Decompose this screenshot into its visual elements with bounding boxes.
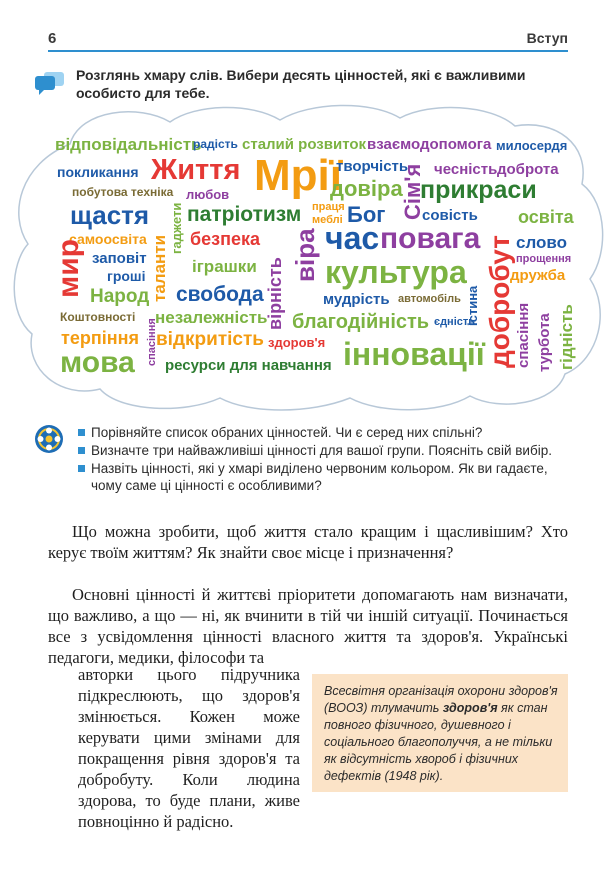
word: час (325, 220, 380, 256)
word: благодійність (292, 311, 430, 333)
word: доброта (497, 161, 559, 178)
word: єдність (434, 316, 476, 328)
word: щастя (70, 200, 150, 230)
word: Народ (90, 286, 150, 307)
word: безпека (190, 229, 260, 249)
word: чесність (434, 161, 498, 178)
note-text-before: Всесвітня організація охорони здоров'я (ВООЗ) тлумачить (324, 684, 558, 715)
word: мудрість (323, 291, 390, 308)
word: прикраси (420, 176, 537, 204)
word: спасіння (515, 302, 532, 368)
word: прощення (516, 253, 572, 265)
word: побутова техніка (72, 185, 174, 199)
word: творчість (336, 158, 409, 175)
word: меблі (312, 214, 343, 226)
word: мир (52, 239, 85, 298)
word: ресурси для навчання (165, 357, 332, 374)
word: праця (312, 201, 345, 213)
word: спасіння (146, 318, 158, 366)
word: віра (290, 228, 320, 282)
word: взаємодопомога (367, 136, 492, 153)
who-definition-note (312, 674, 568, 792)
word: інновації (343, 336, 485, 372)
chat-bubbles-icon (34, 70, 66, 96)
word: свобода (176, 283, 264, 306)
word: відповідальність (55, 135, 202, 154)
word: Мрії (254, 151, 343, 200)
question-item: Визначте три найважливіші цінності для вашої групи. Поясніть свій вибір. (76, 442, 572, 459)
word: автомобіль (398, 293, 461, 305)
word-cloud (10, 104, 610, 414)
word: іграшки (192, 257, 257, 276)
word: милосердя (496, 138, 568, 153)
word: сталий розвиток (242, 136, 367, 153)
word: патріотизм (187, 203, 302, 226)
word: турбота (536, 313, 553, 372)
question-item: Порівняйте список обраних цінностей. Чи є серед них спільні? (76, 424, 572, 441)
word: гідність (557, 304, 576, 370)
group-discussion-icon (34, 424, 64, 454)
section-title: Вступ (526, 30, 568, 46)
word: освіта (518, 207, 574, 227)
word: Бог (347, 202, 386, 227)
word: любов (186, 187, 230, 202)
page-number: 6 (48, 30, 57, 47)
word: здоров'я (268, 335, 326, 350)
word: Коштовності (60, 310, 136, 324)
paragraph: авторки цього підручника підкреслюють, що здоров'я змінюється. Кожен може керувати цими змінами для покращення рівня здоров'я та добробуту. Коли людина здорова, то буде плани, живе повноцінно й радісно. (78, 665, 300, 831)
word: радість (193, 137, 238, 151)
word: слово (516, 233, 568, 252)
word: довіра (330, 176, 403, 201)
task-instruction: Розглянь хмару слів. Вибери десять цінностей, які є важливими особисто для тебе. (76, 67, 526, 101)
header-divider (48, 50, 568, 52)
note-text-after: як стан повного фізичного, душевного і соціального благополуччя, а не тільки як відсутність хвороб і фізичних дефектів (1948 рік). (324, 701, 553, 783)
word: совість (422, 207, 478, 224)
word: вірність (265, 257, 285, 330)
word: покликання (57, 164, 139, 180)
word: гаджети (169, 202, 184, 254)
word: терпіння (61, 328, 139, 348)
word: повага (380, 222, 481, 255)
word: гроші (107, 268, 146, 284)
word: таланти (150, 234, 169, 302)
word: істина (465, 285, 480, 326)
discussion-questions (76, 424, 572, 495)
word: незалежність (155, 308, 268, 327)
word: відкритість (156, 329, 264, 350)
word: Сім'я (400, 163, 425, 220)
word: заповіт (92, 250, 147, 267)
word: культура (325, 254, 467, 290)
paragraph: Що можна зробити, щоб життя стало кращим і щасливішим? Хто керує твоїм життям? Як знайти своє місце і призначення? (48, 522, 568, 562)
word: дружба (510, 267, 566, 284)
word: Життя (151, 154, 241, 186)
question-item: Назвіть цінності, які у хмарі виділено червоним кольором. Як ви гадаєте, чому саме ці цінності є особливими? (76, 460, 572, 494)
word: мова (60, 346, 135, 379)
word: самоосвіта (69, 231, 147, 247)
note-term: здоров'я (442, 701, 498, 715)
word: добробут (484, 235, 515, 368)
paragraph: Основні цінності й життєві пріоритети допомагають нам визначати, що важливо, а що — ні, як вчинити в тій чи іншій ситуації. Починається все з усвідомлення цінності власного життя та здоров'я. Українські педагоги, медики, філософи та (48, 585, 568, 667)
